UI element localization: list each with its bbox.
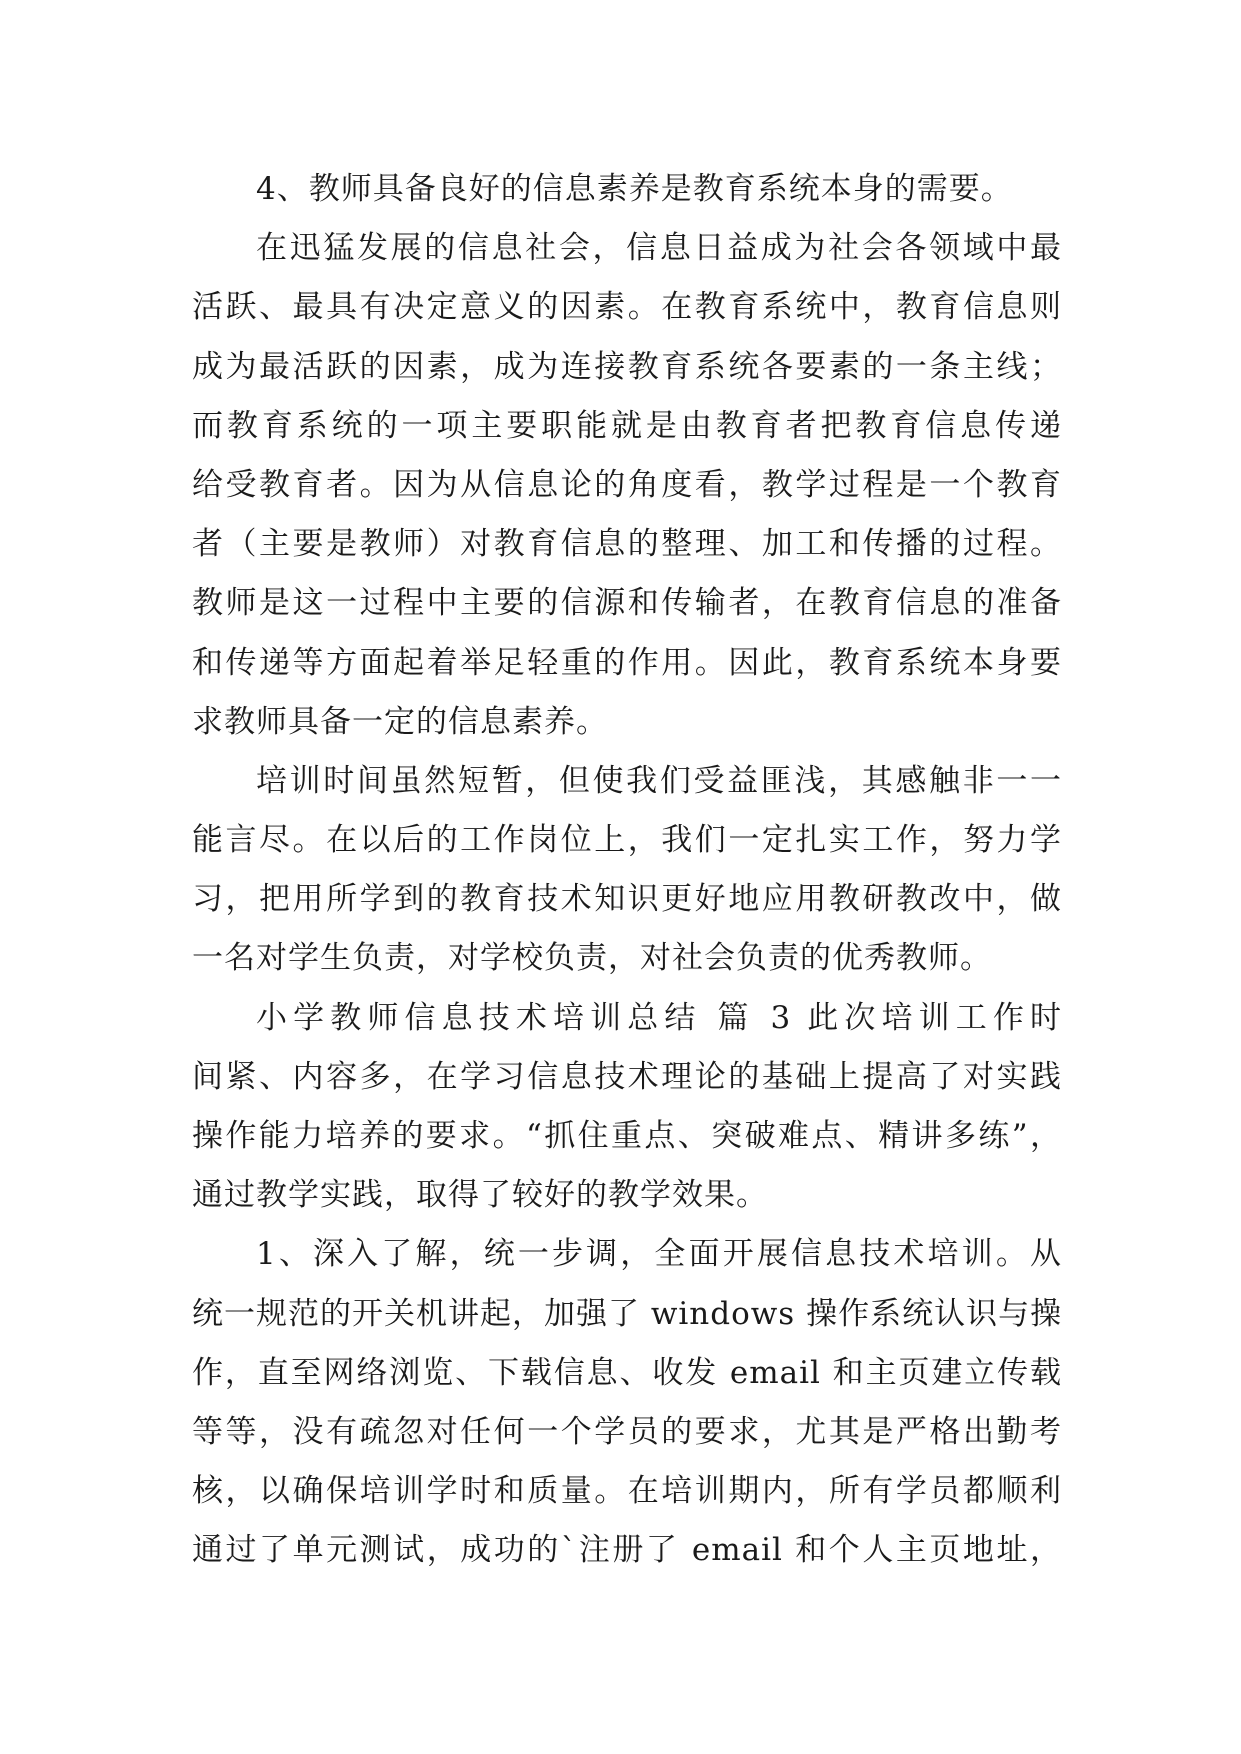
- text-line: 而教育系统的一项主要职能就是由教育者把教育信息传递: [192, 407, 1062, 444]
- text-line: 求教师具备一定的信息素养。: [192, 703, 608, 740]
- text-line: 培训时间虽然短暂，但使我们受益匪浅，其感触非一一: [256, 762, 1062, 799]
- text-line: 1、深入了解，统一步调，全面开展信息技术培训。从: [256, 1236, 1062, 1273]
- text-line: 通过教学实践，取得了较好的教学效果。: [192, 1177, 768, 1214]
- text-line: 一名对学生负责，对学校负责，对社会负责的优秀教师。: [192, 940, 992, 977]
- text-line: 教师是这一过程中主要的信源和传输者，在教育信息的准备: [192, 585, 1062, 622]
- text-line: 4、教师具备良好的信息素养是教育系统本身的需要。: [256, 171, 1013, 207]
- document-body: [192, 160, 1062, 1581]
- text-line: 能言尽。在以后的工作岗位上，我们一定扎实工作，努力学: [192, 822, 1062, 859]
- text-line: 等等，没有疏忽对任何一个学员的要求，尤其是严格出勤考: [192, 1413, 1062, 1450]
- text-line: 在迅猛发展的信息社会，信息日益成为社会各领域中最: [256, 230, 1062, 267]
- text-line: 活跃、最具有决定意义的因素。在教育系统中，教育信息则: [192, 289, 1062, 326]
- text-line: 统一规范的开关机讲起，加强了 windows 操作系统认识与操: [192, 1295, 1063, 1332]
- text-line: 成为最活跃的因素，成为连接教育系统各要素的一条主线；: [192, 348, 1062, 385]
- text-line: 者（主要是教师）对教育信息的整理、加工和传播的过程。: [192, 526, 1062, 563]
- text-line: 通过了单元测试，成功的`注册了 email 和个人主页地址，: [192, 1532, 1062, 1569]
- text-line: 小学教师信息技术培训总结 篇 3 此次培训工作时: [256, 999, 1062, 1036]
- text-line: 给受教育者。因为从信息论的角度看，教学过程是一个教育: [192, 466, 1062, 503]
- text-line: 核，以确保培训学时和质量。在培训期内，所有学员都顺利: [192, 1473, 1062, 1510]
- text-line: 和传递等方面起着举足轻重的作用。因此，教育系统本身要: [192, 644, 1062, 681]
- text-line: 间紧、内容多，在学习信息技术理论的基础上提高了对实践: [192, 1058, 1062, 1095]
- text-line: 作，直至网络浏览、下载信息、收发 email 和主页建立传载: [192, 1354, 1062, 1391]
- text-line: 习，把用所学到的教育技术知识更好地应用教研教改中，做: [192, 881, 1062, 918]
- text-line: 操作能力培养的要求。“抓住重点、突破难点、精讲多练”，: [192, 1118, 1062, 1154]
